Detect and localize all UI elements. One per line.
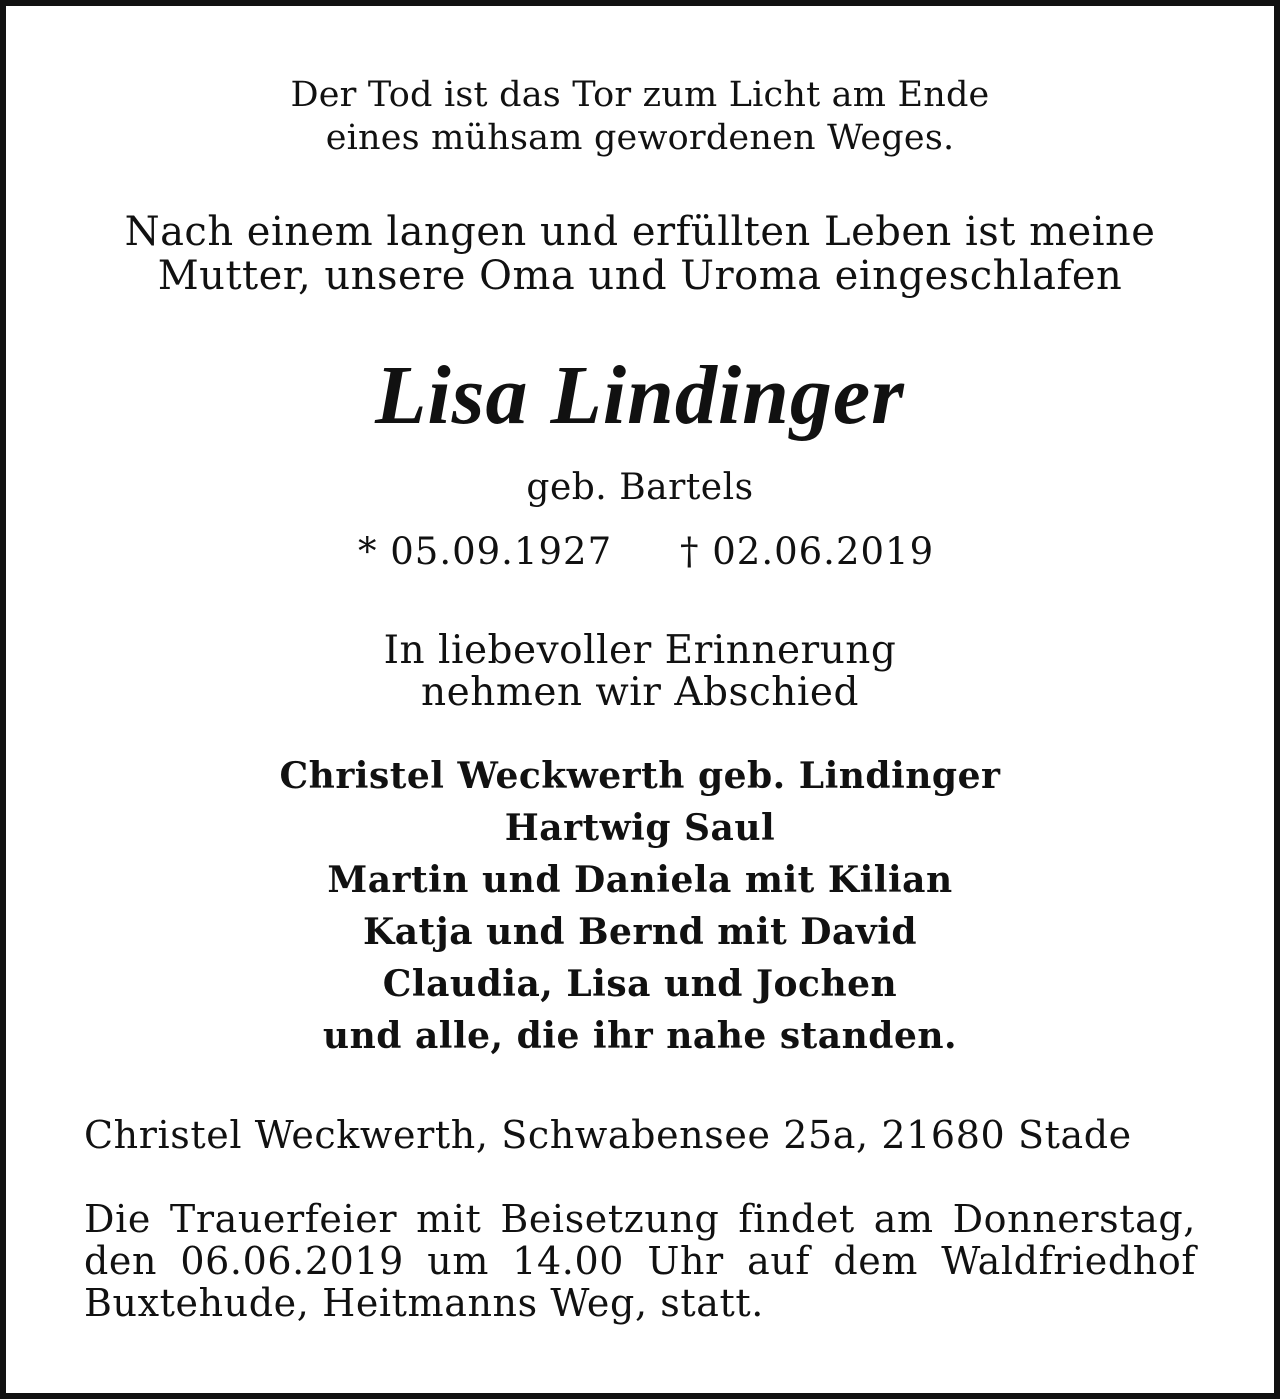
quote-line-1: Der Tod ist das Tor zum Licht am Ende	[290, 75, 990, 115]
mourner-line: und alle, die ihr nahe standen.	[322, 1015, 958, 1057]
intro-line-2: Mutter, unsere Oma und Uroma eingeschlafen	[157, 253, 1123, 299]
memory-line-2: nehmen wir Abschied	[421, 670, 859, 715]
quote-line-2: eines mühsam gewordenen Weges.	[325, 118, 955, 158]
birth-name: geb. Bartels	[526, 467, 754, 508]
ceremony-line-3: Buxtehude, Heitmanns Weg, statt.	[84, 1281, 764, 1325]
mourner-line: Christel Weckwerth geb. Lindinger	[279, 755, 1001, 797]
death-date: † 02.06.2019	[680, 530, 935, 573]
mourner-line: Martin und Daniela mit Kilian	[327, 859, 953, 901]
birth-date: * 05.09.1927	[358, 530, 613, 573]
intro-line-1: Nach einem langen und erfüllten Leben ist meine	[124, 209, 1156, 255]
ceremony-line-2: den 06.06.2019 um 14.00 Uhr auf dem Waldfriedhof	[84, 1239, 1196, 1283]
ceremony-notice	[84, 1198, 1196, 1324]
mourner-line: Claudia, Lisa und Jochen	[382, 963, 898, 1005]
deceased-name: Lisa Lindinger	[375, 349, 905, 442]
contact-address: Christel Weckwerth, Schwabensee 25a, 21680 Stade	[84, 1113, 1132, 1157]
ceremony-line-1: Die Trauerfeier mit Beisetzung findet am Donnerstag,	[84, 1197, 1196, 1241]
mourner-line: Hartwig Saul	[504, 807, 776, 849]
memory-line-1: In liebevoller Erinnerung	[383, 628, 897, 673]
mourner-line: Katja und Bernd mit David	[362, 911, 918, 953]
